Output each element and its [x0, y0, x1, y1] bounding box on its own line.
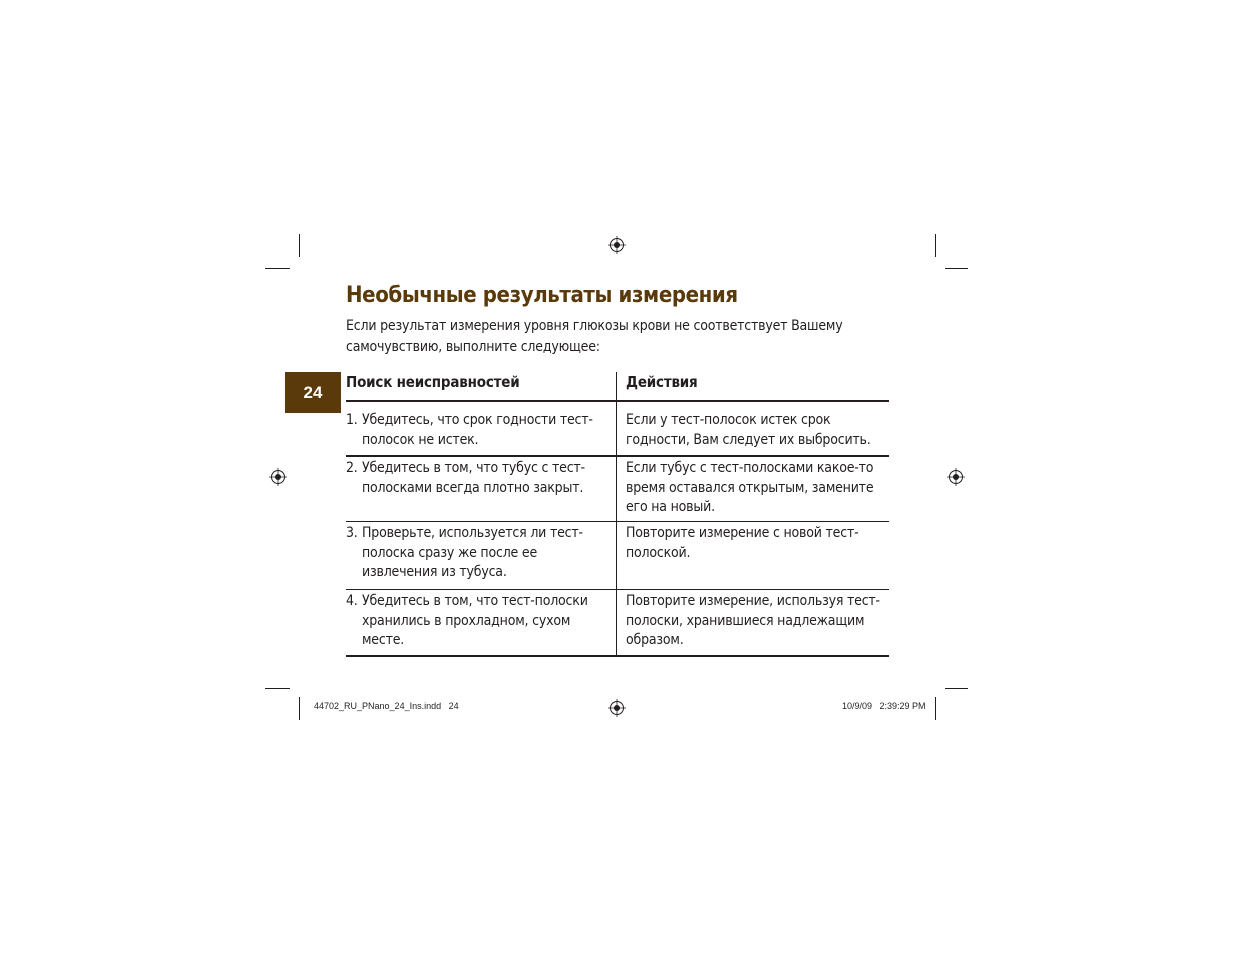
- item-number: 1.: [346, 412, 358, 428]
- crop-mark-top-left-horizontal: [265, 268, 290, 269]
- troubleshooting-table: [346, 372, 889, 657]
- page-number: 24: [303, 382, 323, 402]
- action-cell: Повторите измерение с новой тест-полоской.: [626, 525, 859, 561]
- item-number: 3.: [346, 525, 358, 541]
- crop-mark-top-left-vertical: [299, 234, 300, 257]
- intro-text: Если результат измерения уровня глюкозы крови не соответствует Вашему самочувствию, выполните следующее:: [346, 318, 843, 355]
- table-row: [346, 590, 889, 657]
- problem-cell: [346, 522, 617, 589]
- action-cell: Если тубус с тест-полосками какое-то время оставался открытым, замените его на новый.: [626, 460, 874, 515]
- problem-cell: [346, 402, 617, 455]
- problem-text: Убедитесь в том, что тубус с тест-полосками всегда плотно закрыт.: [362, 460, 585, 496]
- crop-mark-bottom-right-horizontal: [945, 688, 968, 689]
- page-title: Необычные результаты измерения: [346, 283, 738, 308]
- slug-file-info: 44702_RU_PNano_24_Ins.indd 24: [314, 701, 459, 711]
- registration-mark-icon: [269, 468, 287, 486]
- page-number-tab: [285, 372, 341, 413]
- table-row: [346, 457, 889, 522]
- problem-cell: [346, 457, 617, 521]
- table-header-row: [346, 372, 889, 402]
- registration-mark-icon: [608, 236, 626, 254]
- column-header-action: Действия: [626, 373, 698, 391]
- action-cell: Если у тест-полосок истек срок годности, Вам следует их выбросить.: [626, 412, 871, 448]
- crop-mark-top-right-vertical: [935, 234, 936, 257]
- item-number: 4.: [346, 593, 358, 609]
- problem-text: Убедитесь, что срок годности тест-полосок не истек.: [362, 412, 593, 448]
- problem-cell: [346, 590, 617, 655]
- table-row: [346, 402, 889, 457]
- crop-mark-bottom-right-vertical: [935, 697, 936, 720]
- crop-mark-bottom-left-vertical: [299, 697, 300, 720]
- table-row: [346, 522, 889, 590]
- item-number: 2.: [346, 460, 358, 476]
- crop-mark-top-right-horizontal: [945, 268, 968, 269]
- problem-text: Проверьте, используется ли тест-полоска сразу же после ее извлечения из тубуса.: [362, 525, 583, 580]
- problem-text: Убедитесь в том, что тест-полоски хранились в прохладном, сухом месте.: [362, 593, 588, 648]
- action-cell: Повторите измерение, используя тест-полоски, хранившиеся надлежащим образом.: [626, 593, 880, 648]
- registration-mark-icon: [608, 699, 626, 717]
- registration-mark-icon: [947, 468, 965, 486]
- slug-date-info: 10/9/09 2:39:29 PM: [842, 701, 926, 711]
- crop-mark-bottom-left-horizontal: [265, 688, 290, 689]
- column-header-problem: Поиск неисправностей: [346, 372, 617, 400]
